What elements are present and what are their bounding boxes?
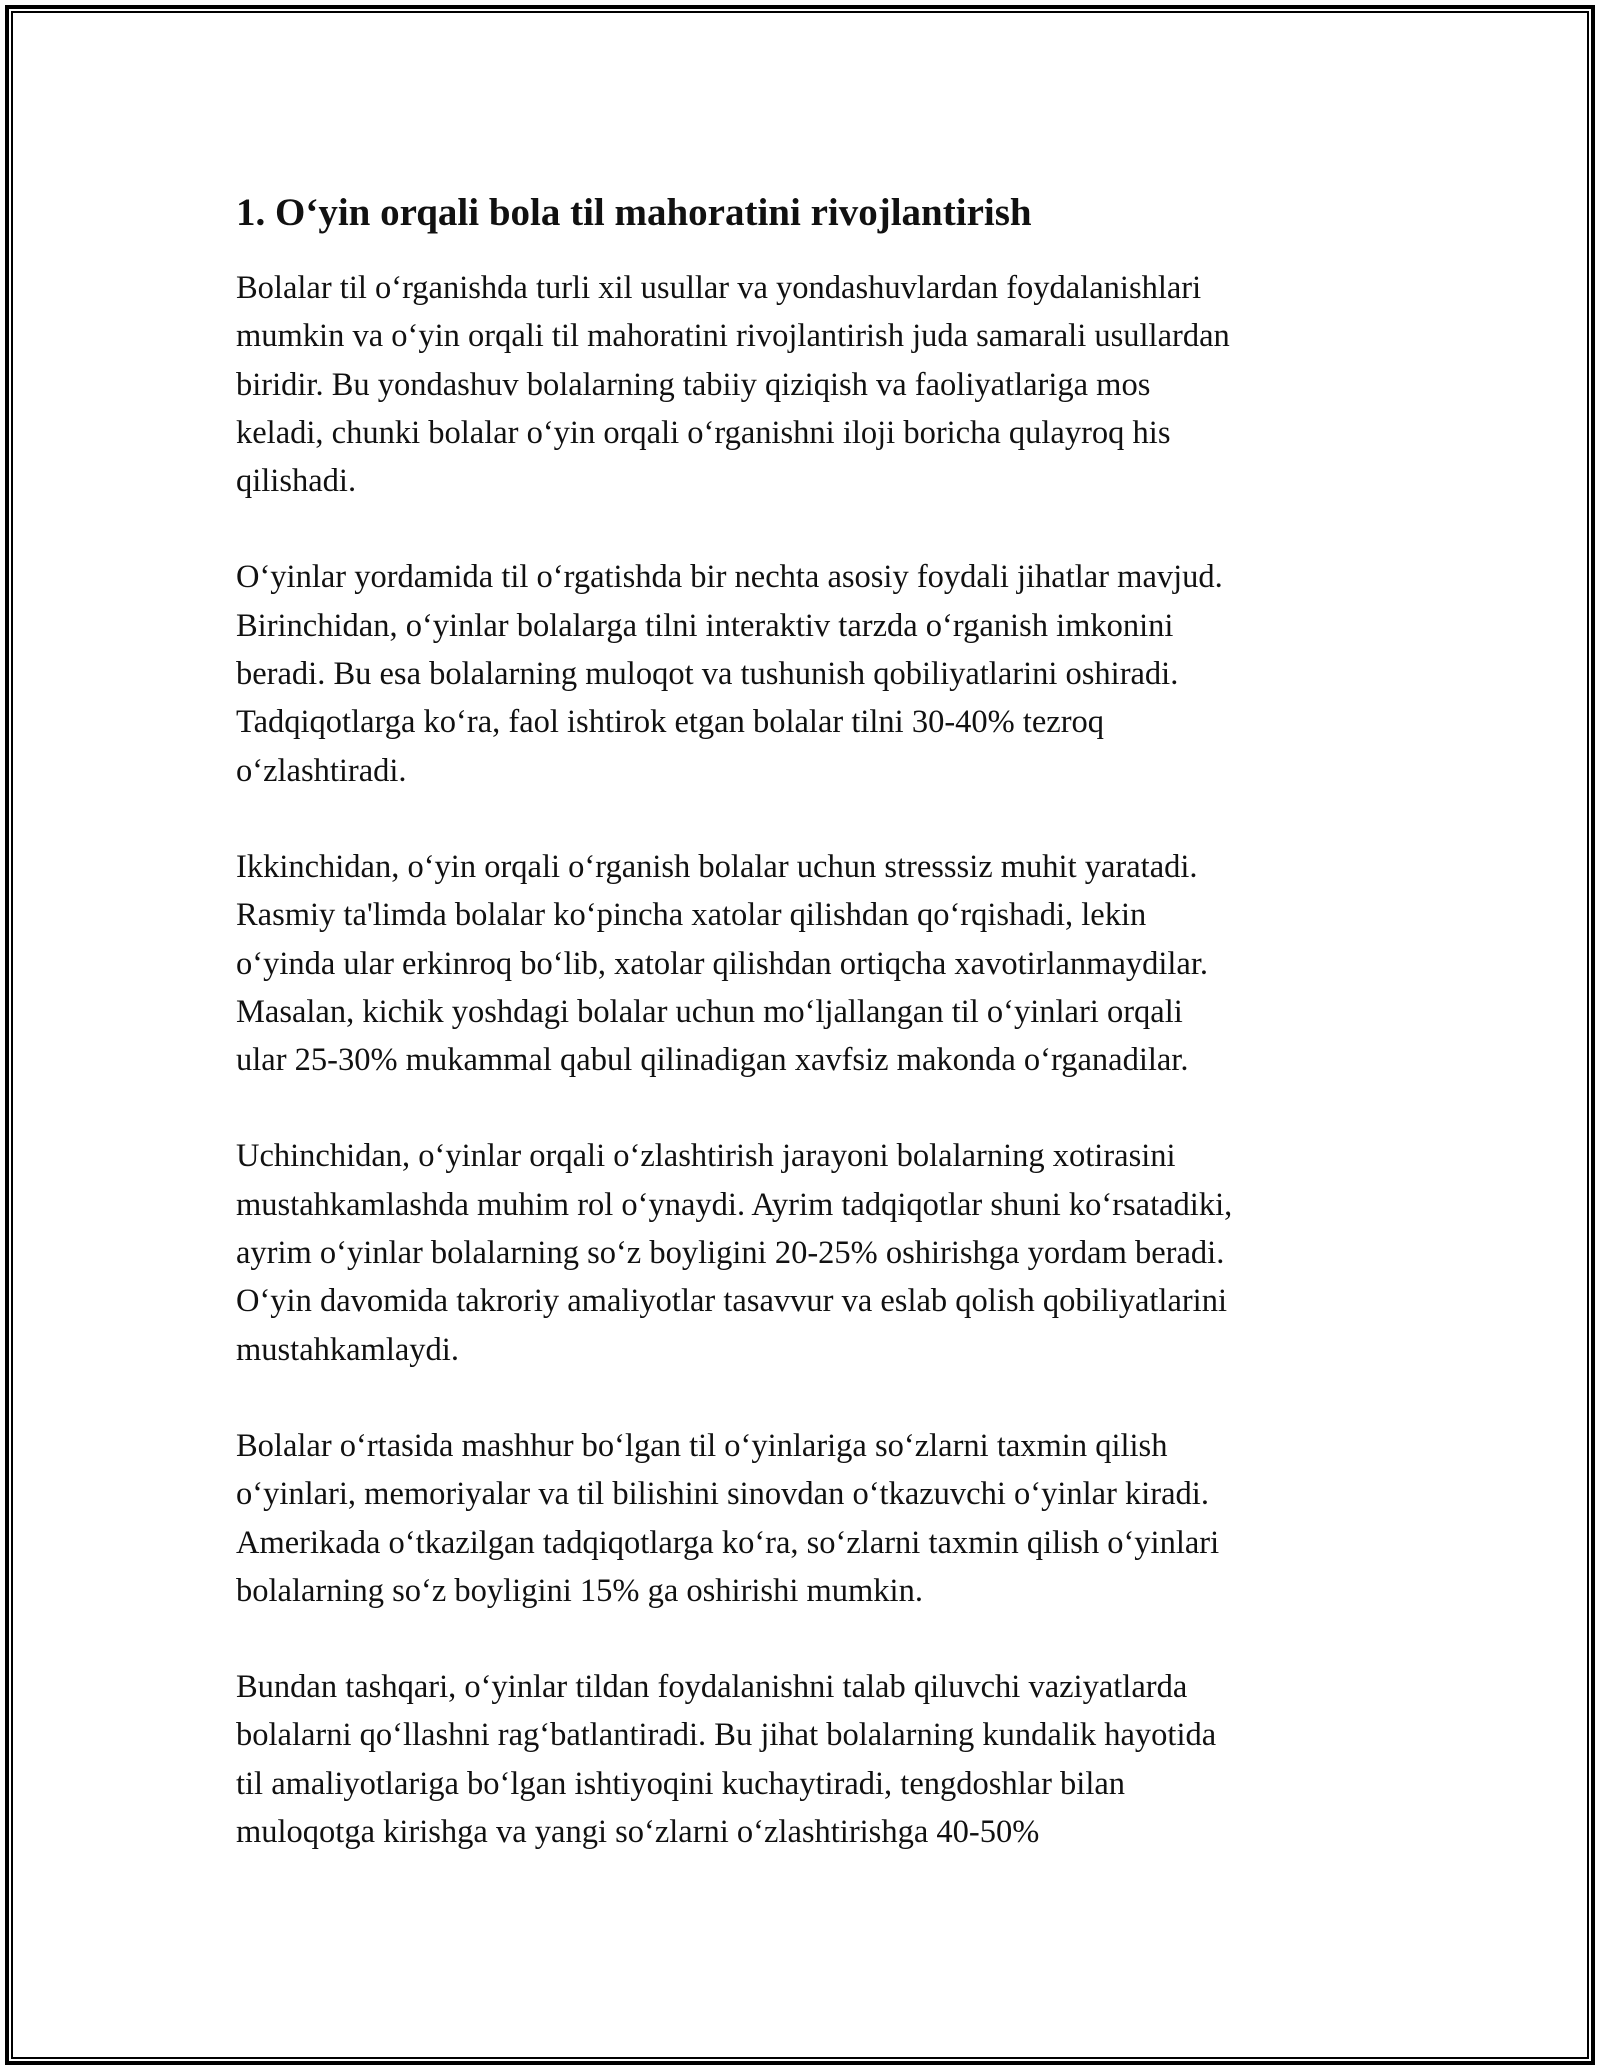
text-line: beradi. Bu esa bolalarning muloqot va tushunish qobiliyatlarini oshiradi.: [236, 656, 1179, 693]
text-line: mumkin va o‘yin orqali til mahoratini rivojlantirish juda samarali usullardan: [236, 318, 1230, 355]
text-line: Ikkinchidan, o‘yin orqali o‘rganish bolalar uchun stresssiz muhit yaratadi.: [236, 848, 1198, 885]
text-line: Bolalar til o‘rganishda turli xil usullar va yondashuvlardan foydalanishlari: [236, 270, 1202, 306]
text-line: mustahkamlashda muhim rol o‘ynaydi. Ayrim tadqiqotlar shuni ko‘rsatadiki,: [236, 1186, 1233, 1223]
text-line: ular 25-30% mukammal qabul qilinadigan xavfsiz makonda o‘rganadilar.: [236, 1042, 1189, 1079]
text-line: Masalan, kichik yoshdagi bolalar uchun mo‘ljallangan til o‘yinlari orqali: [236, 993, 1183, 1030]
text-line: bolalarni qo‘llashni rag‘batlantiradi. Bu jihat bolalarning kundalik hayotida: [236, 1717, 1217, 1754]
document-body: [236, 184, 1386, 1904]
text-line: Tadqiqotlarga ko‘ra, faol ishtirok etgan bolalar tilni 30-40% tezroq: [236, 704, 1105, 741]
section-heading: 1. O‘yin orqali bola til mahoratini rivojlantirish: [236, 191, 1032, 234]
paragraph-4: [236, 1132, 1386, 1373]
paragraph-1: [236, 264, 1386, 505]
text-line: qilishadi.: [236, 463, 357, 500]
text-line: keladi, chunki bolalar o‘yin orqali o‘rganishni iloji boricha qulayroq his: [236, 414, 1171, 451]
text-line: Amerikada o‘tkazilgan tadqiqotlarga ko‘ra, so‘zlarni taxmin qilish o‘yinlari: [236, 1524, 1220, 1561]
paragraph-5: [236, 1422, 1386, 1615]
paragraph-3: [236, 843, 1386, 1084]
paragraph-6: [236, 1663, 1386, 1856]
text-line: o‘zlashtiradi.: [236, 752, 407, 789]
text-line: Bundan tashqari, o‘yinlar tildan foydalanishni talab qiluvchi vaziyatlarda: [236, 1669, 1188, 1706]
text-line: muloqotga kirishga va yangi so‘zlarni o‘zlashtirishga 40-50%: [236, 1814, 1040, 1851]
text-line: Uchinchidan, o‘yinlar orqali o‘zlashtirish jarayoni bolalarning xotirasini: [236, 1138, 1176, 1175]
text-line: til amaliyotlariga bo‘lgan ishtiyoqini kuchaytiradi, tengdoshlar bilan: [236, 1765, 1126, 1802]
paragraph-2: [236, 553, 1386, 794]
text-line: bolalarning so‘z boyligini 15% ga oshirishi mumkin.: [236, 1572, 923, 1609]
text-line: O‘yinlar yordamida til o‘rgatishda bir nechta asosiy foydali jihatlar mavjud.: [236, 559, 1223, 596]
text-line: o‘yinda ular erkinroq bo‘lib, xatolar qilishdan ortiqcha xavotirlanmaydilar.: [236, 945, 1209, 982]
text-line: Rasmiy ta'limda bolalar ko‘pincha xatolar qilishdan qo‘rqishadi, lekin: [236, 897, 1147, 934]
text-line: biridir. Bu yondashuv bolalarning tabiiy qiziqish va faoliyatlariga mos: [236, 366, 1151, 403]
text-line: ayrim o‘yinlar bolalarning so‘z boyligini 20-25% oshirishga yordam beradi.: [236, 1235, 1225, 1272]
text-line: mustahkamlaydi.: [236, 1331, 459, 1368]
text-line: O‘yin davomida takroriy amaliyotlar tasavvur va eslab qolish qobiliyatlarini: [236, 1283, 1227, 1320]
text-line: o‘yinlari, memoriyalar va til bilishini sinovdan o‘tkazuvchi o‘yinlar kiradi.: [236, 1476, 1209, 1513]
text-line: Bolalar o‘rtasida mashhur bo‘lgan til o‘yinlariga so‘zlarni taxmin qilish: [236, 1427, 1168, 1464]
text-line: Birinchidan, o‘yinlar bolalarga tilni interaktiv tarzda o‘rganish imkonini: [236, 607, 1174, 644]
